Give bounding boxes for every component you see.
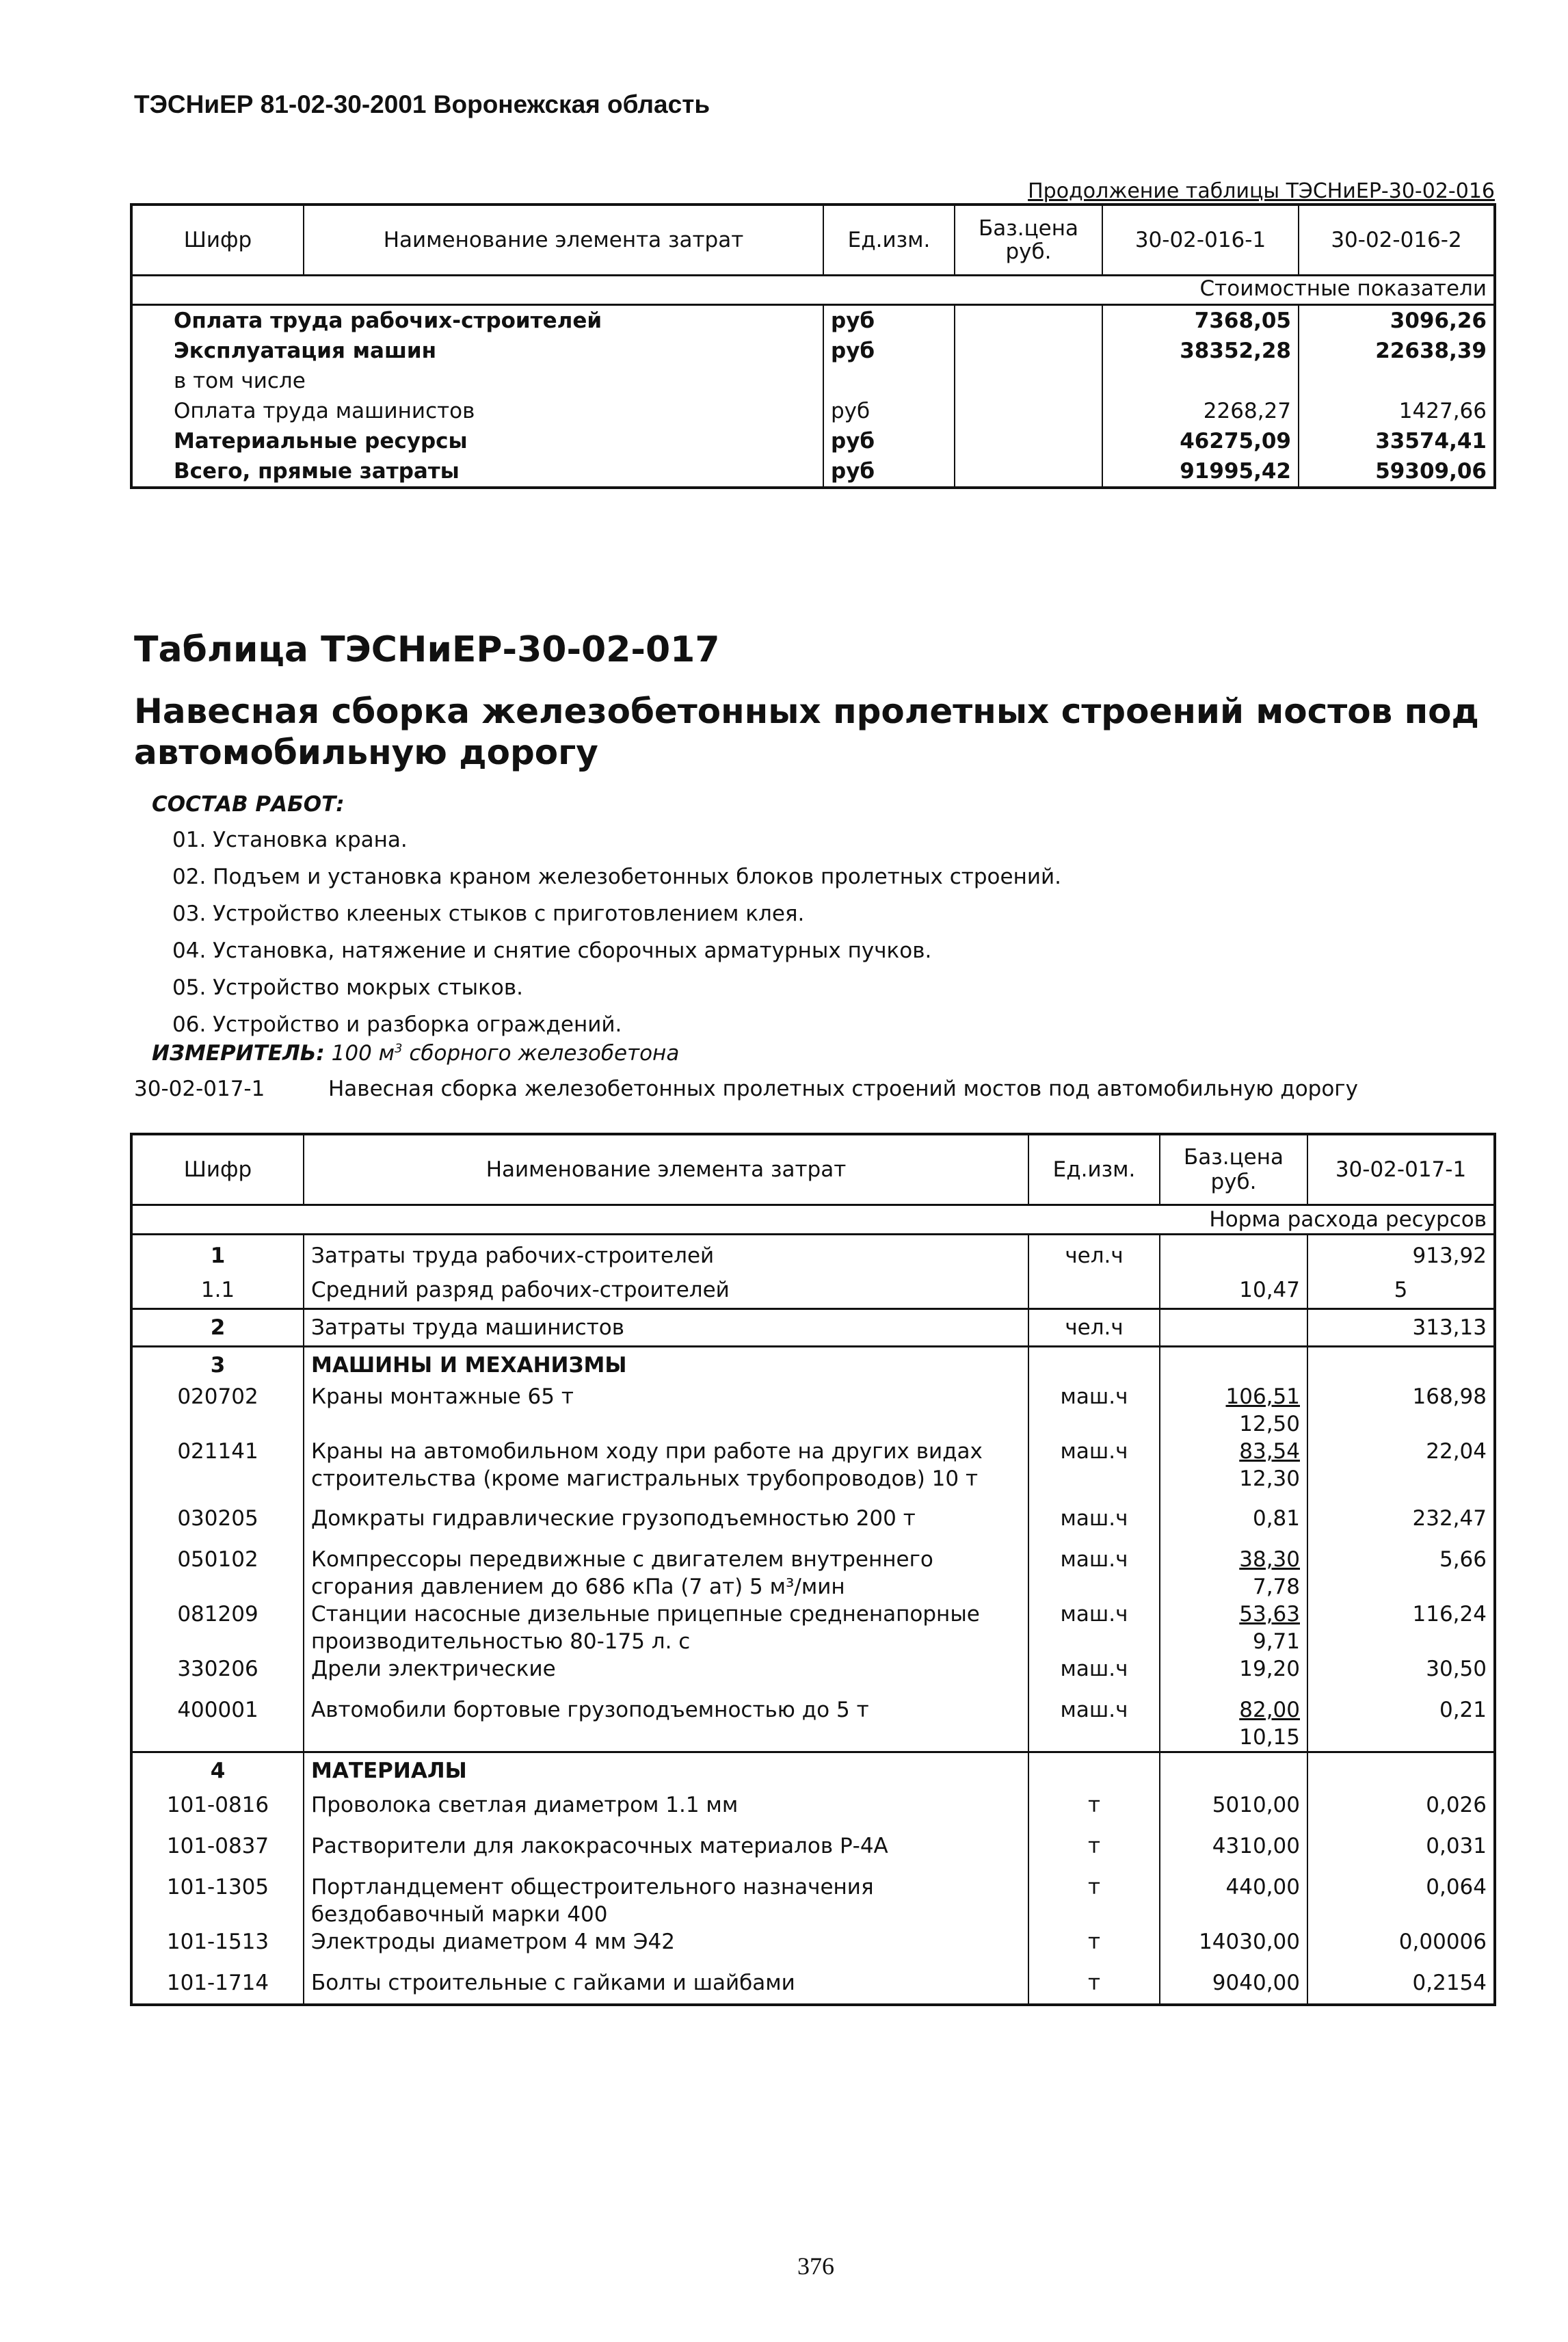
column-header-name: Наименование элемента затрат: [304, 1134, 1028, 1205]
table-row: 330206 Дрели электрические маш.ч 19,20 30,50: [131, 1655, 1495, 1696]
section-subtitle: Навесная сборка железобетонных пролетных строений мостов под автомобильную дорогу: [134, 692, 1479, 772]
table-row: Всего, прямые затраты руб 91995,42 59309,06: [131, 456, 1495, 488]
column-header-unit: Ед.изм.: [823, 205, 955, 276]
work-item: 01. Установка крана.: [172, 828, 408, 852]
column-header-unit: Ед.изм.: [1028, 1134, 1160, 1205]
norm-name: Навесная сборка железобетонных пролетных строений мостов под автомобильную дорогу: [328, 1077, 1358, 1101]
work-item: 06. Устройство и разборка ограждений.: [172, 1012, 622, 1037]
table-row: 1.1 Средний разряд рабочих-строителей 10,47 5: [131, 1269, 1495, 1309]
table-row: Оплата труда машинистов руб 2268,27 1427,66: [131, 396, 1495, 426]
column-header-name: Наименование элемента затрат: [304, 205, 823, 276]
table-row: 101-0837 Растворители для лакокрасочных материалов Р-4А т 4310,00 0,031: [131, 1832, 1495, 1873]
work-item: 02. Подъем и установка краном железобетонных блоков пролетных строений.: [172, 865, 1061, 889]
table-row: Эксплуатация машин руб 38352,28 22638,39: [131, 336, 1495, 366]
column-header-norm-1: 30-02-016-1: [1102, 205, 1299, 276]
cost-indicators-table: [130, 203, 1496, 489]
work-item: 05. Устройство мокрых стыков.: [172, 975, 523, 1000]
table-row: 101-0816 Проволока светлая диаметром 1.1 мм т 5010,00 0,026: [131, 1791, 1495, 1832]
column-header-norm: 30-02-017-1: [1307, 1134, 1495, 1205]
measure-unit: ИЗМЕРИТЕЛЬ: 100 $м^3$ сборного железобетона: [152, 1041, 680, 1066]
table-row: 101-1305 Портландцемент общестроительного назначения бездобавочный марки 400 т 440,00 0,064: [131, 1873, 1495, 1928]
table-row: 081209 Станции насосные дизельные прицепные средненапорные производительностью 80-175 л. с маш.ч 53,63 9,71 116,24: [131, 1601, 1495, 1655]
table-row: 021141 Краны на автомобильном ходу при работе на других видах строительства (кроме магистральных трубопроводов) 10 т маш.ч 83,54 12,30 22,04: [131, 1438, 1495, 1505]
running-header: ТЭСНиЕР 81-02-30-2001 Воронежская область: [134, 90, 710, 118]
norm-line: [134, 1077, 1358, 1101]
table-row: 101-1714 Болты строительные с гайками и шайбами т 9040,00 0,2154: [131, 1969, 1495, 2005]
table-row: 101-1513 Электроды диаметром 4 мм Э42 т 14030,00 0,00006: [131, 1928, 1495, 1969]
table-continuation-caption: Продолжение таблицы ТЭСНиЕР-30-02-016: [1028, 179, 1495, 203]
table-row: Оплата труда рабочих-строителей руб 7368,05 3096,26: [131, 305, 1495, 337]
table-row: 3 МАШИНЫ И МЕХАНИЗМЫ: [131, 1347, 1495, 1384]
table-row: в том числе: [131, 366, 1495, 396]
work-item: 04. Установка, натяжение и снятие сборочных арматурных пучков.: [172, 938, 932, 963]
work-item: 03. Устройство клееных стыков с приготовлением клея.: [172, 902, 805, 926]
page-number: 376: [797, 2252, 834, 2280]
section-title: Таблица ТЭСНиЕР-30-02-017: [134, 629, 720, 670]
table-subheader: Стоимостные показатели: [131, 276, 1495, 305]
measure-label: ИЗМЕРИТЕЛЬ:: [152, 1041, 325, 1066]
table-row: 2 Затраты труда машинистов чел.ч 313,13: [131, 1309, 1495, 1347]
table-row: 050102 Компрессоры передвижные с двигателем внутреннего сгорания давлением до 686 кПа (7 ат) 5 м³/мин маш.ч 38,30 7,78 5,66: [131, 1546, 1495, 1601]
table-row: 4 МАТЕРИАЛЫ: [131, 1752, 1495, 1792]
works-composition-label: СОСТАВ РАБОТ:: [152, 792, 345, 817]
table-row: 030205 Домкраты гидравлические грузоподъемностью 200 т маш.ч 0,81 232,47: [131, 1505, 1495, 1546]
table-row: 020702 Краны монтажные 65 т маш.ч 106,51 12,50 168,98: [131, 1383, 1495, 1438]
table-subheader: Норма расхода ресурсов: [131, 1205, 1495, 1235]
resource-norms-table: [130, 1133, 1496, 2006]
column-header-base-price: Баз.цена руб.: [955, 205, 1102, 276]
column-header-code: Шифр: [131, 1134, 304, 1205]
table-row: 400001 Автомобили бортовые грузоподъемностью до 5 т маш.ч 82,00 10,15 0,21: [131, 1696, 1495, 1752]
norm-code: 30-02-017-1: [134, 1077, 265, 1101]
column-header-norm-2: 30-02-016-2: [1299, 205, 1495, 276]
column-header-code: Шифр: [131, 205, 304, 276]
column-header-base-price: Баз.цена руб.: [1160, 1134, 1307, 1205]
table-row: Материальные ресурсы руб 46275,09 33574,41: [131, 426, 1495, 456]
table-row: 1 Затраты труда рабочих-строителей чел.ч 913,92: [131, 1235, 1495, 1270]
